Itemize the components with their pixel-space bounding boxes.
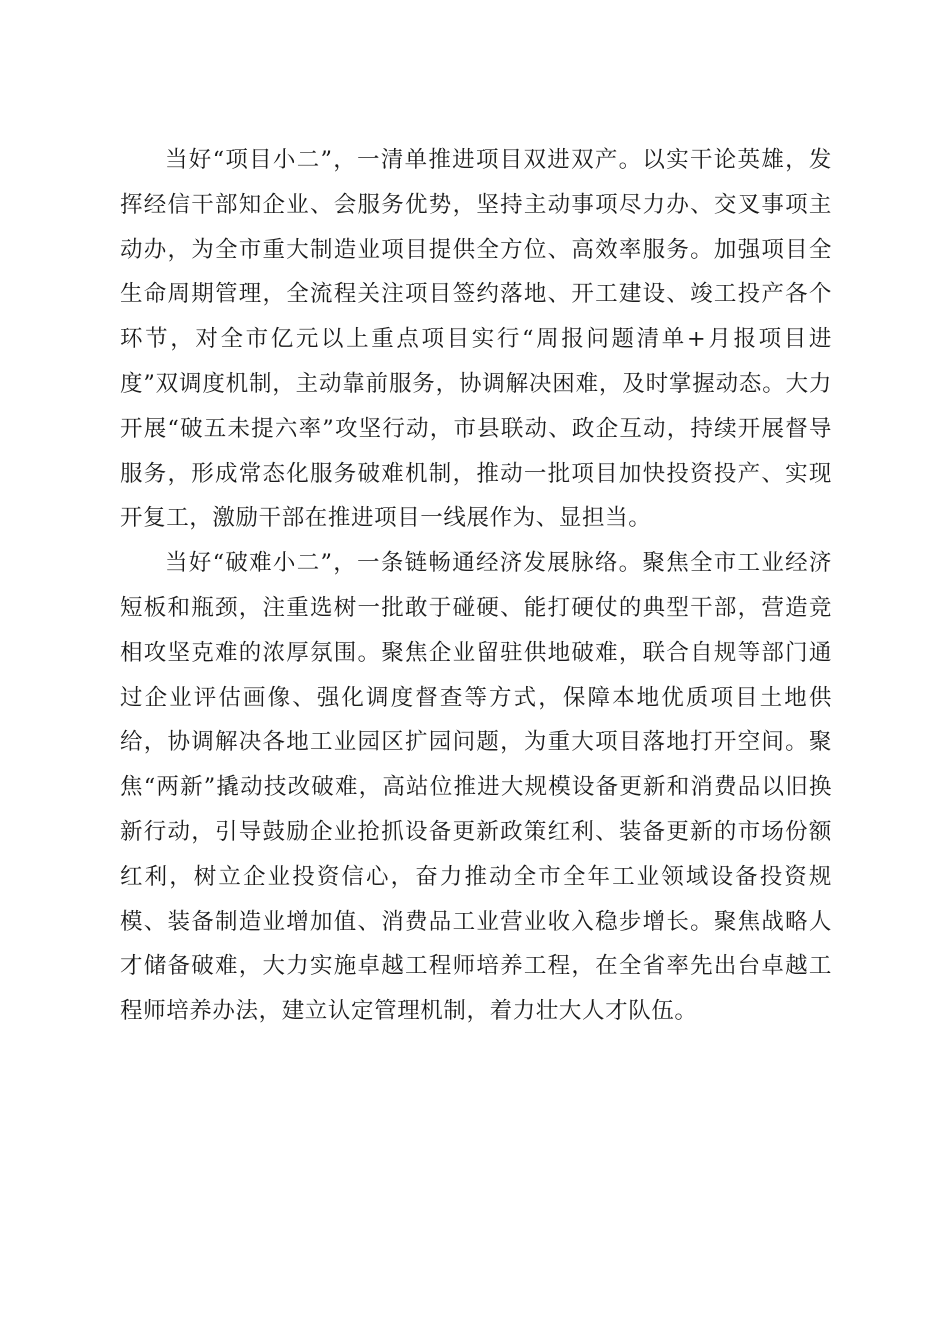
- paragraph-problem-solver: 当好“破难小二”，一条链畅通经济发展脉络。聚焦全市工业经济短板和瓶颈，注重选树一批敢于碰硬、能打硬仗的典型干部，营造竞相攻坚克难的浓厚氛围。聚焦企业留驻供地破难，联合自规等部门通过企业评估画像、强化调度督查等方式，保障本地优质项目土地供给，协调解决各地工业园区扩园问题，为重大项目落地打开空间。聚焦“两新”撬动技改破难，高站位推进大规模设备更新和消费品以旧换新行动，引导鼓励企业抢抓设备更新政策红利、装备更新的市场份额红利，树立企业投资信心，奋力推动全市全年工业领域设备投资规模、装备制造业增加值、消费品工业营业收入稳步增长。聚焦战略人才储备破难，大力实施卓越工程师培养工程，在全省率先出台卓越工程师培养办法，建立认定管理机制，着力壮大人才队伍。: [120, 550, 832, 1025]
- paragraph-project-helper: 当好“项目小二”，一清单推进项目双进双产。以实干论英雄，发挥经信干部知企业、会服务优势，坚持主动事项尽力办、交叉事项主动办，为全市重大制造业项目提供全方位、高效率服务。加强项目全生命周期管理，全流程关注项目签约落地、开工建设、竣工投产各个环节，对全市亿元以上重点项目实行“周报问题清单+月报项目进度”双调度机制，主动靠前服务，协调解决困难，及时掌握动态。大力开展“破五未提六率”攻坚行动，市县联动、政企互动，持续开展督导服务，形成常态化服务破难机制，推动一批项目加快投资投产、实现开复工，激励干部在推进项目一线展作为、显担当。: [120, 147, 832, 532]
- document-body: [120, 138, 832, 1034]
